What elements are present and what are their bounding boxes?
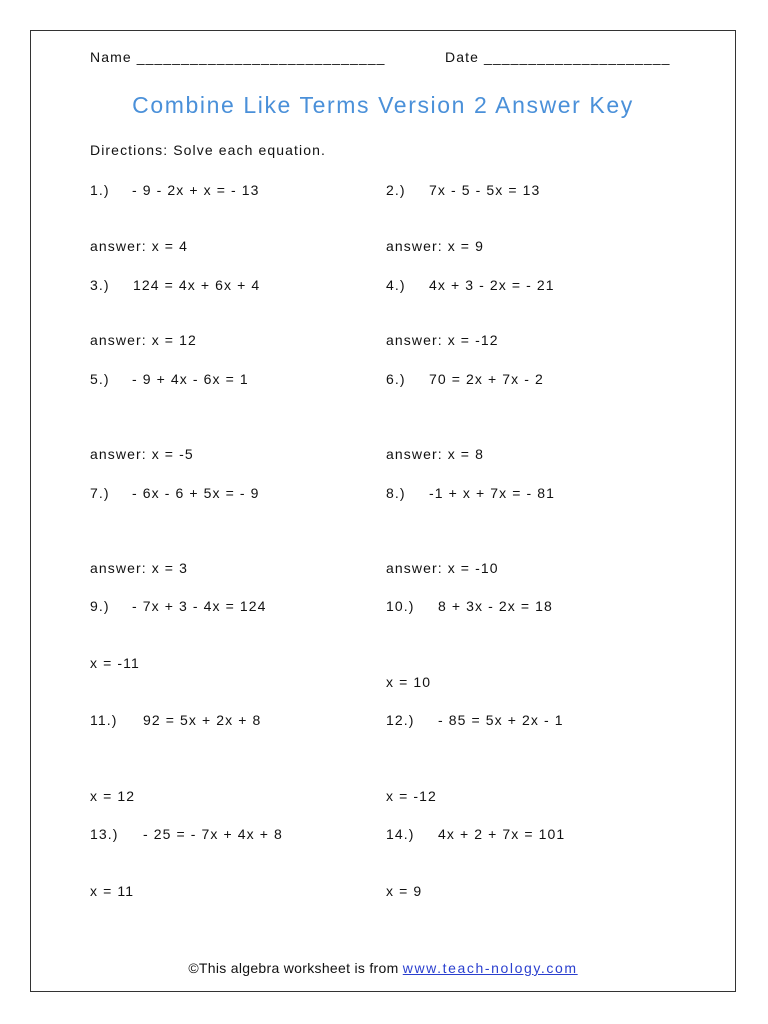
problem-answer: answer: x = -12 bbox=[386, 332, 499, 348]
name-field-label: Name ____________________________ bbox=[90, 49, 386, 65]
problem-equation: - 9 - 2x + x = - 13 bbox=[132, 182, 260, 198]
footer-text: ©This algebra worksheet is from bbox=[188, 960, 403, 976]
problem-answer: x = -12 bbox=[386, 788, 437, 804]
problem-answer: answer: x = 12 bbox=[90, 332, 197, 348]
problem-equation: 124 = 4x + 6x + 4 bbox=[133, 277, 261, 293]
problem-answer: answer: x = 8 bbox=[386, 446, 484, 462]
problem-answer: x = 12 bbox=[90, 788, 136, 804]
teach-nology-link[interactable]: www.teach-nology.com bbox=[402, 960, 578, 976]
problem-number: 4.) bbox=[386, 277, 406, 293]
problem-number: 10.) bbox=[386, 598, 415, 614]
problem-equation: -1 + x + 7x = - 81 bbox=[429, 485, 556, 501]
date-field-label: Date _____________________ bbox=[445, 49, 671, 65]
problem-answer: x = 10 bbox=[386, 674, 432, 690]
problem-answer: x = 11 bbox=[90, 883, 135, 899]
problem-equation: 7x - 5 - 5x = 13 bbox=[429, 182, 541, 198]
page-border bbox=[30, 30, 736, 992]
problem-number: 8.) bbox=[386, 485, 406, 501]
problem-equation: - 7x + 3 - 4x = 124 bbox=[132, 598, 267, 614]
problem-answer: answer: x = -10 bbox=[386, 560, 499, 576]
problem-answer: answer: x = 3 bbox=[90, 560, 188, 576]
problem-answer: x = 9 bbox=[386, 883, 423, 899]
problem-answer: answer: x = -5 bbox=[90, 446, 194, 462]
footer bbox=[0, 960, 766, 976]
problem-equation: 4x + 2 + 7x = 101 bbox=[438, 826, 566, 842]
problem-number: 12.) bbox=[386, 712, 415, 728]
problem-answer: x = -11 bbox=[90, 655, 140, 671]
problem-number: 6.) bbox=[386, 371, 406, 387]
problem-equation: 8 + 3x - 2x = 18 bbox=[438, 598, 553, 614]
problem-number: 14.) bbox=[386, 826, 415, 842]
problem-number: 9.) bbox=[90, 598, 110, 614]
directions: Directions: Solve each equation. bbox=[90, 142, 326, 158]
problem-number: 13.) bbox=[90, 826, 119, 842]
problem-equation: 92 = 5x + 2x + 8 bbox=[143, 712, 262, 728]
problem-number: 3.) bbox=[90, 277, 110, 293]
problem-equation: - 9 + 4x - 6x = 1 bbox=[132, 371, 249, 387]
problem-number: 5.) bbox=[90, 371, 110, 387]
problem-number: 7.) bbox=[90, 485, 110, 501]
problem-equation: 70 = 2x + 7x - 2 bbox=[429, 371, 544, 387]
problem-equation: - 6x - 6 + 5x = - 9 bbox=[132, 485, 260, 501]
worksheet-title: Combine Like Terms Version 2 Answer Key bbox=[132, 92, 634, 118]
problem-equation: - 25 = - 7x + 4x + 8 bbox=[143, 826, 283, 842]
problem-number: 1.) bbox=[90, 182, 110, 198]
problem-answer: answer: x = 4 bbox=[90, 238, 188, 254]
problem-equation: - 85 = 5x + 2x - 1 bbox=[438, 712, 564, 728]
problem-equation: 4x + 3 - 2x = - 21 bbox=[429, 277, 555, 293]
problem-number: 11.) bbox=[90, 712, 118, 728]
problem-answer: answer: x = 9 bbox=[386, 238, 484, 254]
problem-number: 2.) bbox=[386, 182, 406, 198]
